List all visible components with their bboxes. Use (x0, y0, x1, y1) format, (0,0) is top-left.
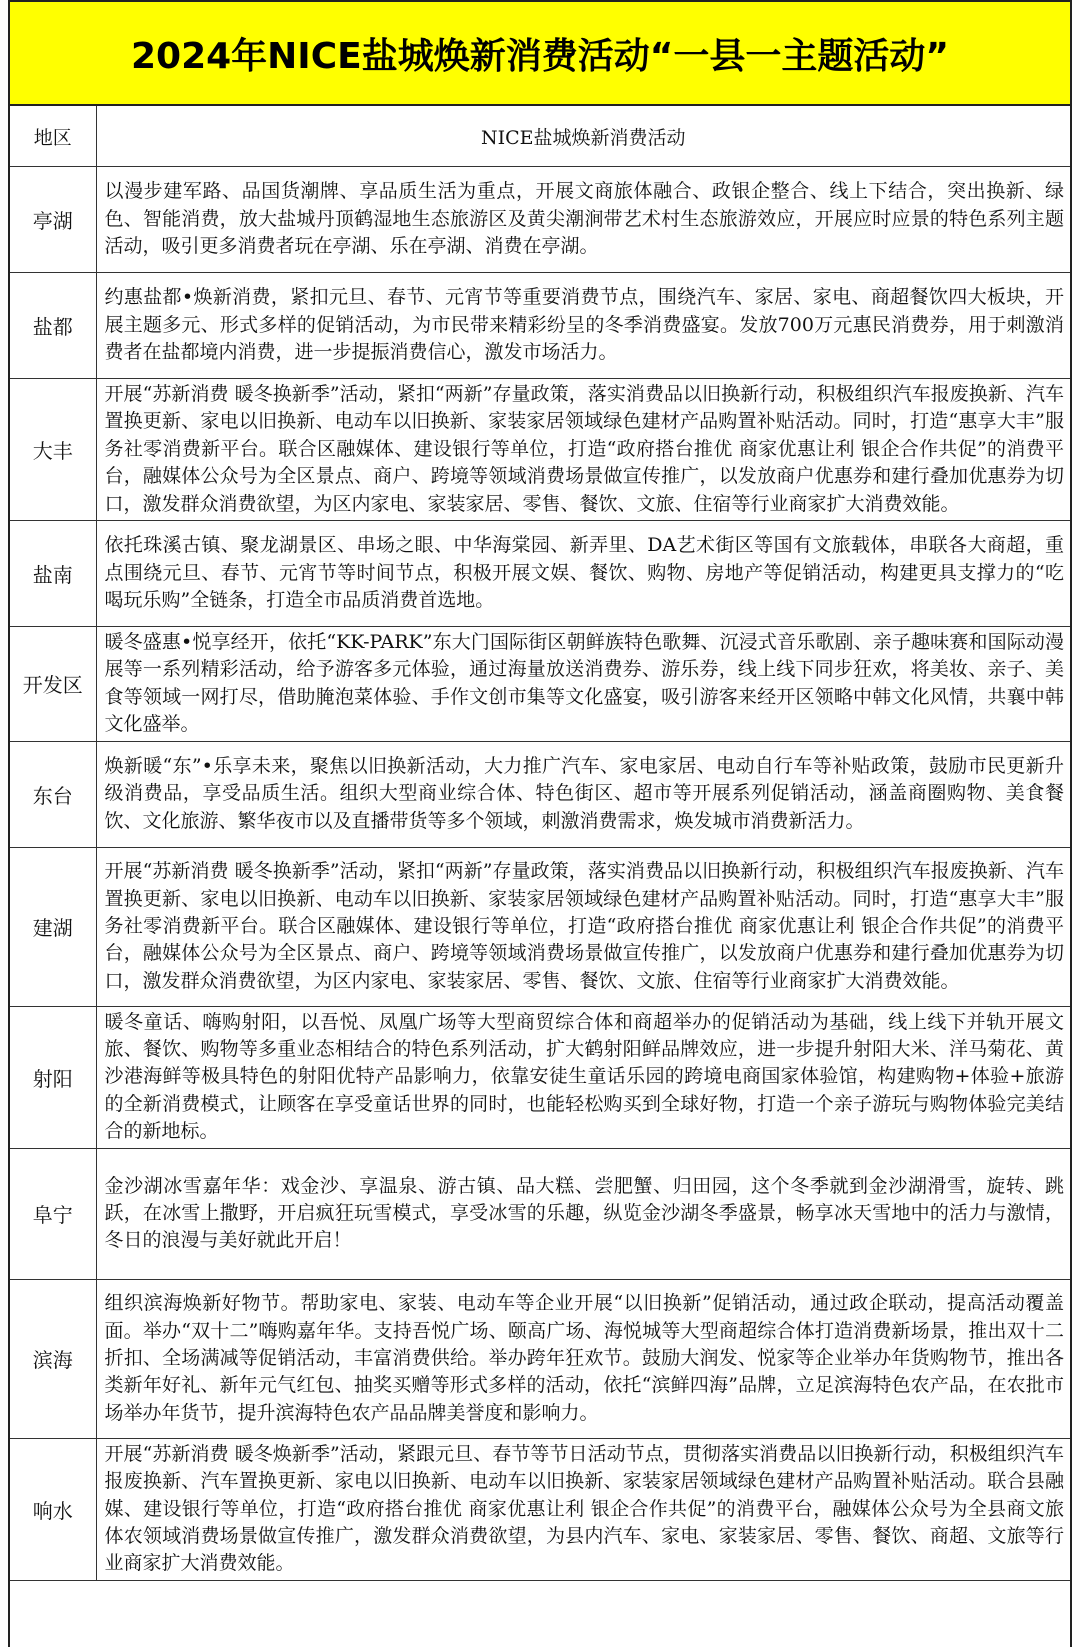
region-cell: 盐南 (10, 521, 96, 627)
region-cell: 盐都 (10, 273, 96, 379)
activity-cell: 暖冬盛惠•悦享经开，依托“KK-PARK”东大门国际街区朝鲜族特色歌舞、沉浸式音乐歌剧、亲子趣味赛和国际动漫展等一系列精彩活动，给予游客多元体验，通过海量放送消费券、游乐券，线上线下同步狂欢，将美妆、亲子、美食等领域一网打尽，借助腌泡菜体验、手作文创市集等文化盛宴，吸引游客来经开区领略中韩文化风情，共襄中韩文化盛举。 (96, 627, 1070, 742)
activity-cell: 焕新暖“东”•乐享未来，聚焦以旧换新活动，大力推广汽车、家电家居、电动自行车等补贴政策，鼓励市民更新升级消费品，享受品质生活。组织大型商业综合体、特色街区、超市等开展系列促销活动，涵盖商圈购物、美食餐饮、文化旅游、繁华夜市以及直播带货等多个领域，刺激消费需求，焕发城市消费新活力。 (96, 741, 1070, 847)
table-row (10, 1148, 1070, 1279)
table-row (10, 521, 1070, 627)
region-cell: 建湖 (10, 847, 96, 1006)
table-header-row (10, 106, 1070, 167)
table-row (10, 167, 1070, 273)
table-row (10, 741, 1070, 847)
table-row (10, 1279, 1070, 1438)
region-cell: 阜宁 (10, 1148, 96, 1279)
region-cell: 大丰 (10, 379, 96, 521)
header-region: 地区 (10, 106, 96, 167)
activity-cell: 暖冬童话、嗨购射阳，以吾悦、凤凰广场等大型商贸综合体和商超举办的促销活动为基础，线上线下并轨开展文旅、餐饮、购物等多重业态相结合的特色系列活动，扩大鹤射阳鲜品牌效应，进一步提升射阳大米、洋马菊花、黄沙港海鲜等极具特色的射阳优特产品影响力，依靠安徒生童话乐园的跨境电商国家体验馆，构建购物+体验+旅游的全新消费模式，让顾客在享受童话世界的同时，也能轻松购买到全球好物，打造一个亲子游玩与购物体验完美结合的新地标。 (96, 1006, 1070, 1148)
region-cell: 东台 (10, 741, 96, 847)
table-row (10, 1438, 1070, 1580)
region-cell: 开发区 (10, 627, 96, 742)
region-cell: 射阳 (10, 1006, 96, 1148)
activity-cell: 依托珠溪古镇、聚龙湖景区、串场之眼、中华海棠园、新弄里、DA艺术街区等国有文旅载体，串联各大商超，重点围绕元旦、春节、元宵节等时间节点，积极开展文娱、餐饮、购物、房地产等促销活动，构建更具支撑力的“吃喝玩乐购”全链条，打造全市品质消费首选地。 (96, 521, 1070, 627)
activity-cell: 组织滨海焕新好物节。帮助家电、家装、电动车等企业开展“以旧换新”促销活动，通过政企联动，提高活动覆盖面。举办“双十二”嗨购嘉年华。支持吾悦广场、颐高广场、海悦城等大型商超综合体打造消费新场景，推出双十二折扣、全场满减等促销活动，丰富消费供给。举办跨年狂欢节。鼓励大润发、悦家等企业举办年货购物节，推出各类新年好礼、新年元气红包、抽奖买赠等形式多样的活动，依托“滨鲜四海”品牌，立足滨海特色农产品，在农批市场举办年货节，提升滨海特色农产品品牌美誉度和影响力。 (96, 1279, 1070, 1438)
activity-cell: 开展“苏新消费 暖冬焕新季”活动，紧跟元旦、春节等节日活动节点，贯彻落实消费品以旧换新行动，积极组织汽车报废换新、汽车置换更新、家电以旧换新、电动车以旧换新、家装家居领域绿色建材产品购置补贴活动。联合县融媒、建设银行等单位，打造“政府搭台推优 商家优惠让利 银企合作共促”的消费平台，融媒体公众号为全县商文旅体农领域消费场景做宣传推广，激发群众消费欲望，为县内汽车、家电、家装家居、零售、餐饮、商超、文旅等行业商家扩大消费效能。 (96, 1438, 1070, 1580)
activity-table (10, 106, 1070, 1581)
activity-cell: 开展“苏新消费 暖冬换新季”活动，紧扣“两新”存量政策，落实消费品以旧换新行动，积极组织汽车报废换新、汽车置换更新、家电以旧换新、电动车以旧换新、家装家居领域绿色建材产品购置补贴活动。同时，打造“惠享大丰”服务社零消费新平台。联合区融媒体、建设银行等单位，打造“政府搭台推优 商家优惠让利 银企合作共促”的消费平台，融媒体公众号为全区景点、商户、跨境等领域消费场景做宣传推广，以发放商户优惠券和建行叠加优惠券为切口，激发群众消费欲望，为区内家电、家装家居、零售、餐饮、文旅、住宿等行业商家扩大消费效能。 (96, 379, 1070, 521)
sheet-title: 2024年NICE盐城焕新消费活动“一县一主题活动” (10, 0, 1070, 106)
table-row (10, 1006, 1070, 1148)
activity-sheet (8, 0, 1072, 1647)
activity-cell: 以漫步建军路、品国货潮牌、享品质生活为重点，开展文商旅体融合、政银企整合、线上下结合，突出换新、绿色、智能消费，放大盐城丹顶鹤湿地生态旅游区及黄尖潮涧带艺术村生态旅游效应，开展应时应景的特色系列主题活动，吸引更多消费者玩在亭湖、乐在亭湖、消费在亭湖。 (96, 167, 1070, 273)
activity-cell: 金沙湖冰雪嘉年华：戏金沙、享温泉、游古镇、品大糕、尝肥蟹、归田园，这个冬季就到金沙湖滑雪，旋转、跳跃，在冰雪上撒野，开启疯狂玩雪模式，享受冰雪的乐趣，纵览金沙湖冬季盛景，畅享冰天雪地中的活力与激情，冬日的浪漫与美好就此开启！ (96, 1148, 1070, 1279)
region-cell: 亭湖 (10, 167, 96, 273)
table-row (10, 379, 1070, 521)
activity-cell: 开展“苏新消费 暖冬换新季”活动，紧扣“两新”存量政策，落实消费品以旧换新行动，积极组织汽车报废换新、汽车置换更新、家电以旧换新、电动车以旧换新、家装家居领域绿色建材产品购置补贴活动。同时，打造“惠享大丰”服务社零消费新平台。联合区融媒体、建设银行等单位，打造“政府搭台推优 商家优惠让利 银企合作共促”的消费平台，融媒体公众号为全区景点、商户、跨境等领域消费场景做宣传推广，以发放商户优惠券和建行叠加优惠券为切口，激发群众消费欲望，为区内家电、家装家居、零售、餐饮、文旅、住宿等行业商家扩大消费效能。 (96, 847, 1070, 1006)
table-row (10, 847, 1070, 1006)
region-cell: 滨海 (10, 1279, 96, 1438)
header-activity: NICE盐城焕新消费活动 (96, 106, 1070, 167)
table-row (10, 627, 1070, 742)
activity-cell: 约惠盐都•焕新消费，紧扣元旦、春节、元宵节等重要消费节点，围绕汽车、家居、家电、商超餐饮四大板块，开展主题多元、形式多样的促销活动，为市民带来精彩纷呈的冬季消费盛宴。发放700万元惠民消费券，用于刺激消费者在盐都境内消费，进一步提振消费信心，激发市场活力。 (96, 273, 1070, 379)
table-row (10, 273, 1070, 379)
region-cell: 响水 (10, 1438, 96, 1580)
